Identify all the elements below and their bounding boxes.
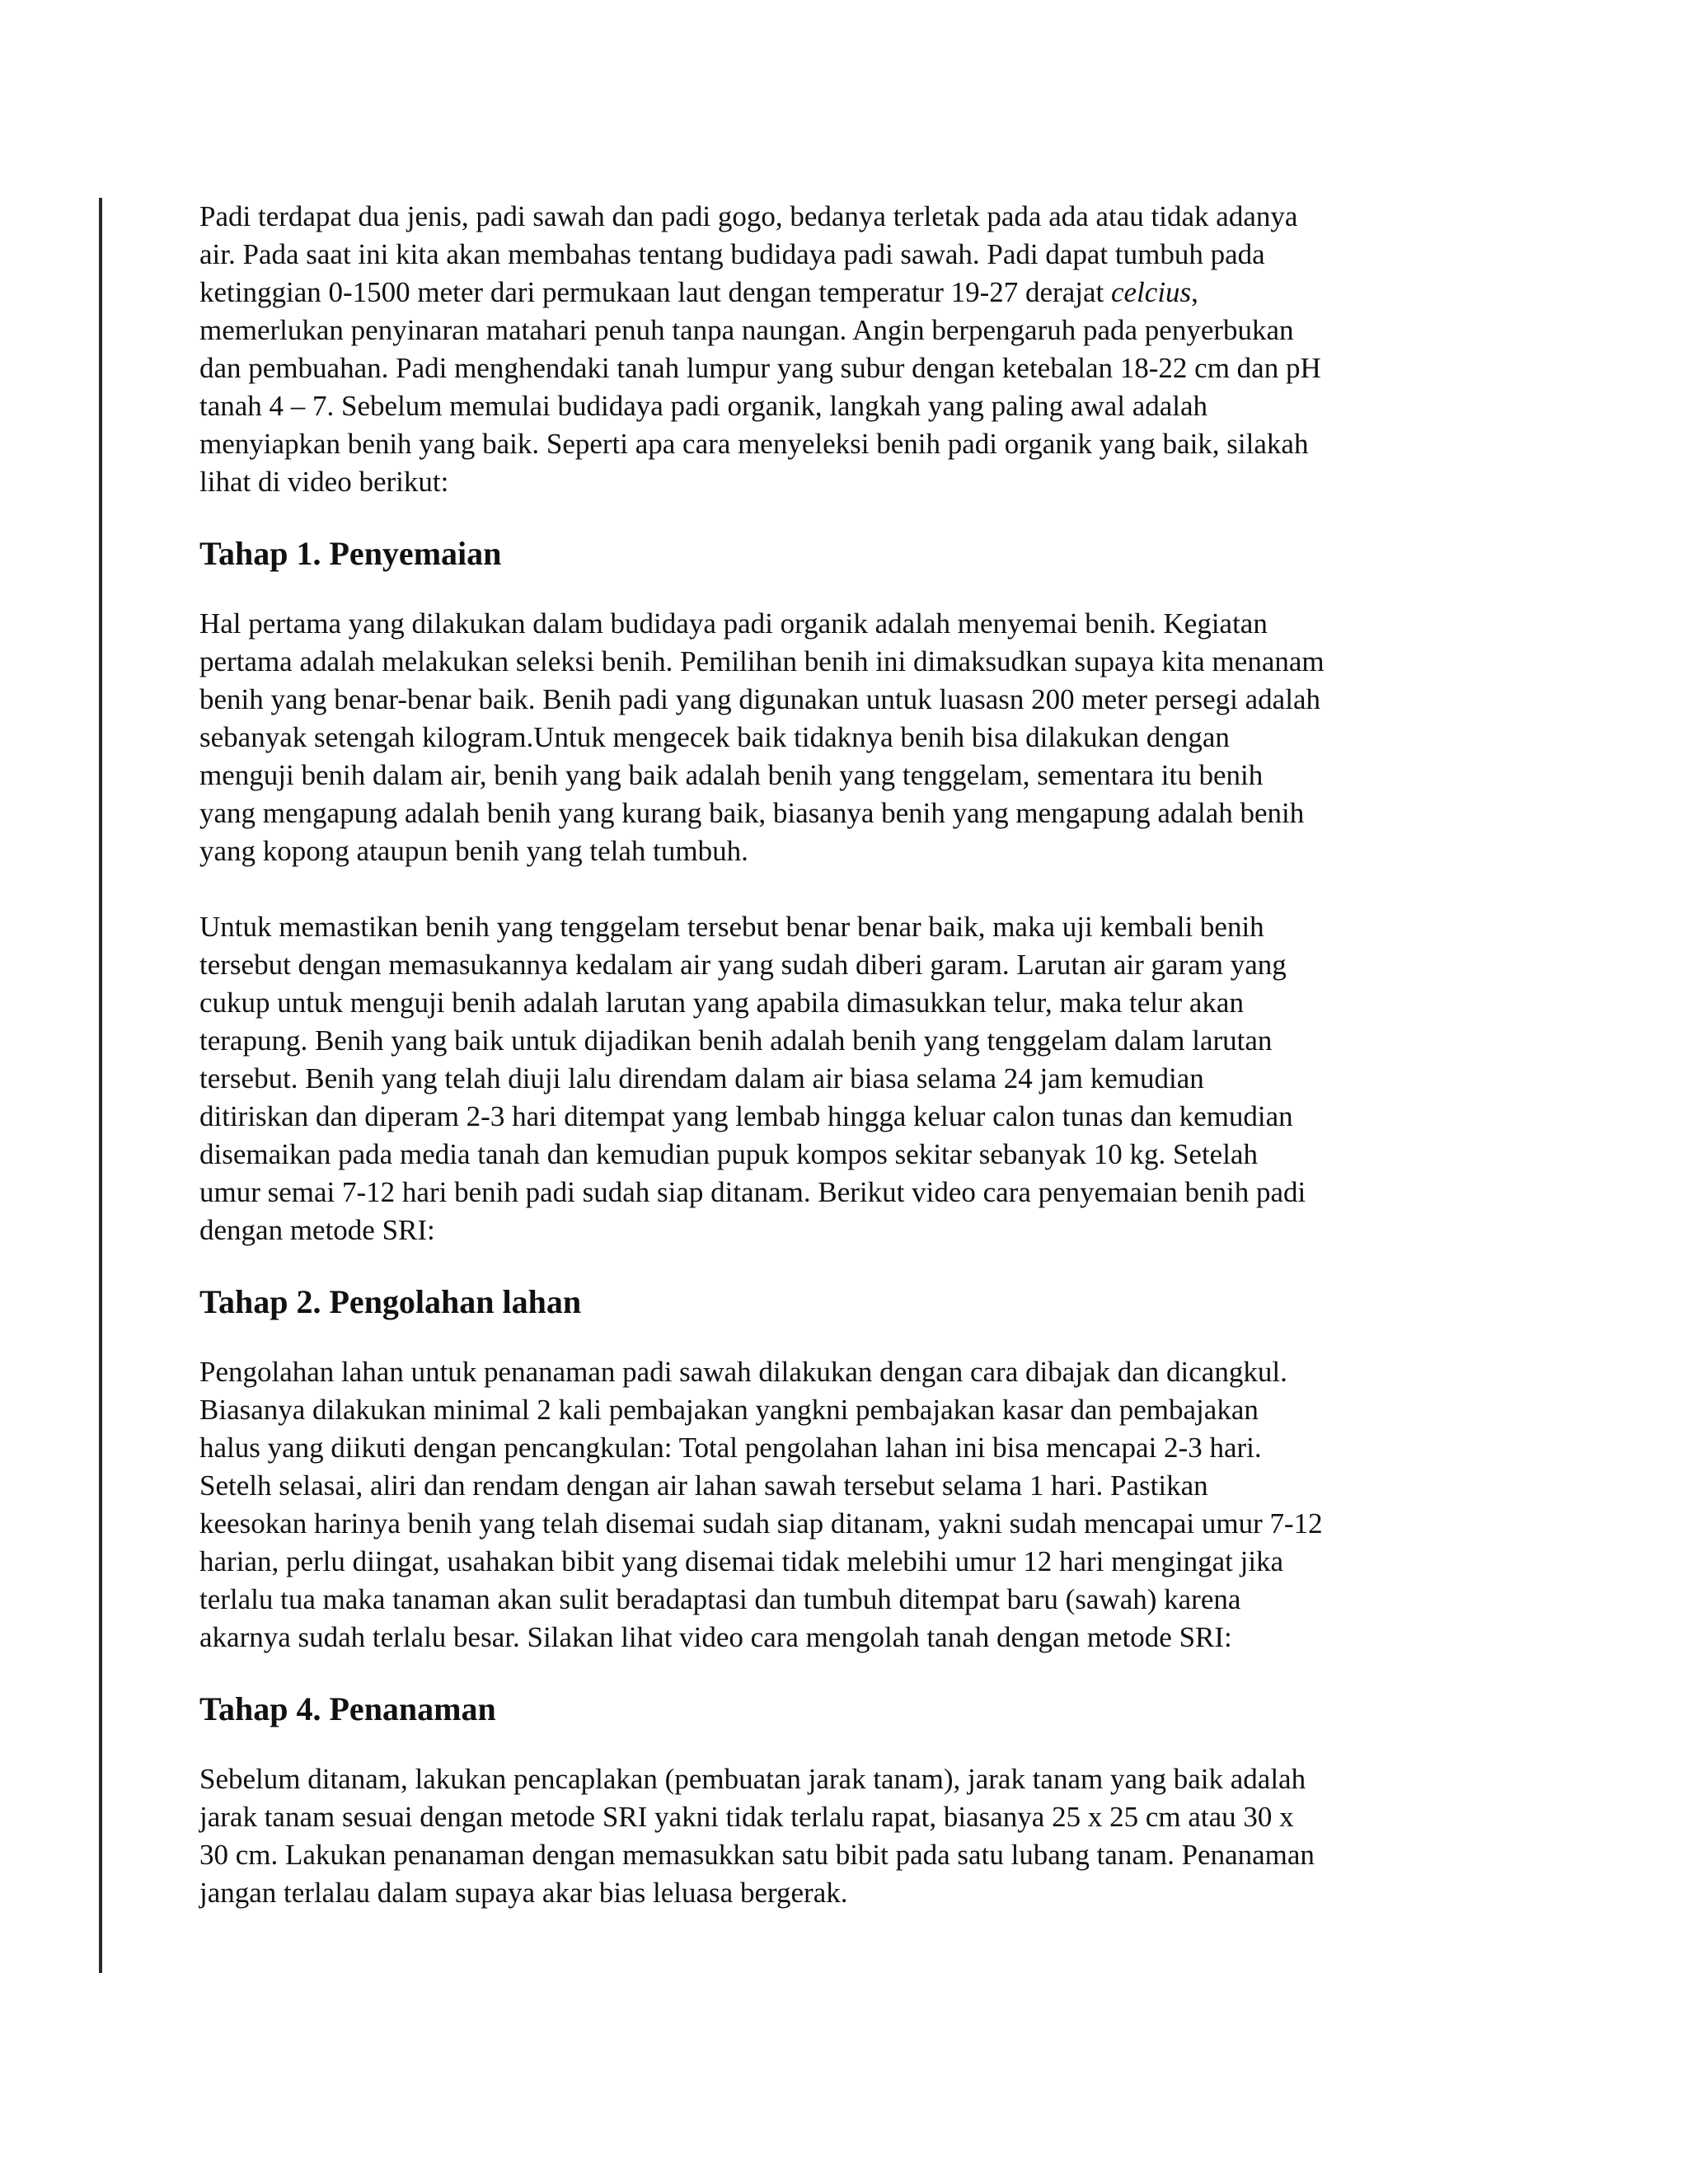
section-paragraph [199, 605, 1502, 870]
text-line: Sebelum ditanam, lakukan pencaplakan (pembuatan jarak tanam), jarak tanam yang baik adalah [199, 1763, 1306, 1795]
text-line: harian, perlu diingat, usahakan bibit yang disemai tidak melebihi umur 12 hari mengingat jika [199, 1545, 1284, 1577]
text-line: Pengolahan lahan untuk penanaman padi sawah dilakukan dengan cara dibajak dan dicangkul. [199, 1356, 1287, 1388]
text-line: benih yang benar-benar baik. Benih padi yang digunakan untuk luasasn 200 meter persegi adalah [199, 683, 1320, 715]
text-line-tail: , [1191, 276, 1198, 308]
italic-term: celcius [1110, 276, 1192, 308]
text-line: terapung. Benih yang baik untuk dijadikan benih adalah benih yang tenggelam dalam larutan [199, 1024, 1273, 1057]
text-line: yang mengapung adalah benih yang kurang baik, biasanya benih yang mengapung adalah benih [199, 797, 1305, 829]
text-line: terlalu tua maka tanaman akan sulit beradaptasi dan tumbuh ditempat baru (sawah) karena [199, 1583, 1241, 1615]
text-line: cukup untuk menguji benih adalah larutan yang apabila dimasukkan telur, maka telur akan [199, 987, 1244, 1019]
text-line: halus yang diikuti dengan pencangkulan: Total pengolahan lahan ini bisa mencapai 2-3 hari. [199, 1432, 1262, 1464]
text-line: sebanyak setengah kilogram.Untuk mengecek baik tidaknya benih bisa dilakukan dengan [199, 721, 1230, 753]
text-line: tersebut. Benih yang telah diuji lalu direndam dalam air biasa selama 24 jam kemudian [199, 1062, 1204, 1094]
text-line: air. Pada saat ini kita akan membahas tentang budidaya padi sawah. Padi dapat tumbuh pada [199, 238, 1265, 270]
text-line: tersebut dengan memasukannya kedalam air yang sudah diberi garam. Larutan air garam yang [199, 949, 1287, 981]
text-line: Biasanya dilakukan minimal 2 kali pembajakan yangkni pembajakan kasar dan pembajakan [199, 1394, 1259, 1426]
text-line: yang kopong ataupun benih yang telah tumbuh. [199, 835, 748, 867]
text-line: memerlukan penyinaran matahari penuh tanpa naungan. Angin berpengaruh pada penyerbukan [199, 314, 1294, 346]
section-paragraph [199, 1353, 1502, 1657]
left-margin-rule [99, 198, 102, 1973]
text-line: 30 cm. Lakukan penanaman dengan memasukkan satu bibit pada satu lubang tanam. Penanaman [199, 1839, 1315, 1871]
text-line: pertama adalah melakukan seleksi benih. Pemilihan benih ini dimaksudkan supaya kita menanam [199, 645, 1325, 677]
text-line: dengan metode SRI: [199, 1214, 435, 1246]
text-line: dan pembuahan. Padi menghendaki tanah lumpur yang subur dengan ketebalan 18-22 cm dan pH [199, 352, 1321, 384]
document-body [199, 198, 1502, 1912]
text-line: jarak tanam sesuai dengan metode SRI yakni tidak terlalu rapat, biasanya 25 x 25 cm atau 30 x [199, 1801, 1294, 1833]
intro-paragraph [199, 198, 1502, 501]
text-line: umur semai 7-12 hari benih padi sudah siap ditanam. Berikut video cara penyemaian benih padi [199, 1176, 1306, 1208]
text-line: ditiriskan dan diperam 2-3 hari ditempat yang lembab hingga keluar calon tunas dan kemudian [199, 1100, 1293, 1132]
text-line [199, 274, 1502, 312]
text-line: Untuk memastikan benih yang tenggelam tersebut benar benar baik, maka uji kembali benih [199, 911, 1264, 943]
text-line: Hal pertama yang dilakukan dalam budidaya padi organik adalah menyemai benih. Kegiatan [199, 607, 1268, 640]
text-line-main: ketinggian 0-1500 meter dari permukaan laut dengan temperatur 19-27 derajat [199, 276, 1111, 308]
text-line: akarnya sudah terlalu besar. Silakan lihat video cara mengolah tanah dengan metode SRI: [199, 1621, 1232, 1653]
text-line: jangan terlalau dalam supaya akar bias leluasa bergerak. [199, 1877, 848, 1909]
text-line: menguji benih dalam air, benih yang baik adalah benih yang tenggelam, sementara itu benih [199, 759, 1264, 791]
section-heading: Tahap 1. Penyemaian [199, 535, 502, 572]
text-line: disemaikan pada media tanah dan kemudian pupuk kompos sekitar sebanyak 10 kg. Setelah [199, 1138, 1258, 1170]
section-paragraph [199, 908, 1502, 1249]
text-line: Setelh selasai, aliri dan rendam dengan air lahan sawah tersebut selama 1 hari. Pastikan [199, 1469, 1208, 1502]
text-line: menyiapkan benih yang baik. Seperti apa cara menyeleksi benih padi organik yang baik, silakah [199, 428, 1309, 460]
text-line: Padi terdapat dua jenis, padi sawah dan padi gogo, bedanya terletak pada ada atau tidak adanya [199, 200, 1298, 232]
text-line: lihat di video berikut: [199, 466, 449, 498]
section-heading: Tahap 4. Penanaman [199, 1690, 496, 1727]
section-paragraph [199, 1760, 1502, 1912]
text-line: tanah 4 – 7. Sebelum memulai budidaya padi organik, langkah yang paling awal adalah [199, 390, 1208, 422]
section-heading: Tahap 2. Pengolahan lahan [199, 1283, 582, 1320]
text-line: keesokan harinya benih yang telah disemai sudah siap ditanam, yakni sudah mencapai umur 7-12 [199, 1507, 1323, 1540]
